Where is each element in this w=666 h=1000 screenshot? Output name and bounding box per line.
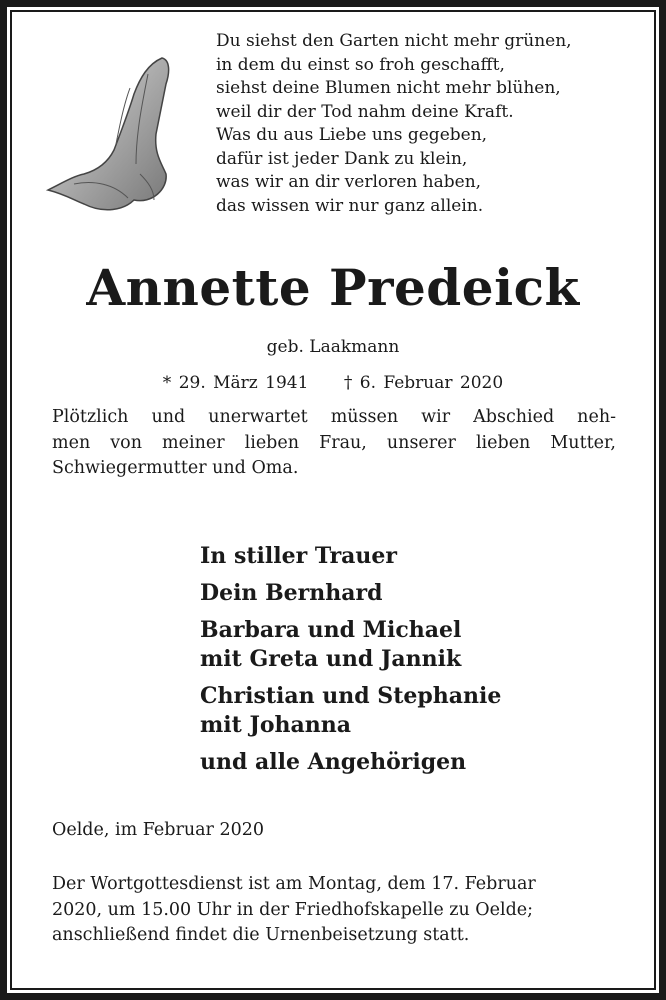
mourner-line: In stiller Trauer <box>200 543 398 569</box>
mourner-line: Barbara und Michael <box>200 617 462 643</box>
poem-line: in dem du einst so froh geschafft, <box>216 54 505 75</box>
text-line: Schwiegermutter und Oma. <box>52 458 299 478</box>
mourner-line: Christian und Stephanie <box>200 683 502 709</box>
announcement-text <box>52 405 616 482</box>
mourner-line: mit Greta und Jannik <box>200 646 462 672</box>
text-line: 2020, um 15.00 Uhr in der Friedhofskapelle zu Oelde; <box>52 899 534 920</box>
text-line: Plötzlich und unerwartet müssen wir Abschied neh- <box>52 407 616 427</box>
poem-line: was wir an dir verloren haben, <box>216 172 482 192</box>
mourner-line: Dein Bernhard <box>200 580 383 606</box>
text-line: Der Wortgottesdienst ist am Montag, dem 17. Februar <box>52 874 536 894</box>
place-date: Oelde, im Februar 2020 <box>52 820 265 840</box>
mourner-group <box>200 748 501 777</box>
poem-line: das wissen wir nur ganz allein. <box>216 195 484 216</box>
poem <box>216 30 572 218</box>
life-dates <box>0 373 666 393</box>
mourner-line: mit Johanna <box>200 712 352 738</box>
mourners-list <box>200 542 501 785</box>
poem-line: weil dir der Tod nahm deine Kraft. <box>216 101 514 122</box>
birth-name: geb. Laakmann <box>266 337 400 357</box>
death-date: † 6. Februar 2020 <box>343 373 504 393</box>
mourner-group <box>200 616 501 674</box>
poem-line: Was du aus Liebe uns gegeben, <box>216 125 488 145</box>
mourner-group <box>200 542 501 571</box>
text-line: men von meiner lieben Frau, unserer lieben Mutter, <box>52 432 616 453</box>
poem-line: siehst deine Blumen nicht mehr blühen, <box>216 78 561 98</box>
service-info <box>52 872 616 949</box>
deceased-name: Annette Predeick <box>86 258 580 317</box>
mourner-group <box>200 579 501 608</box>
praying-hands-icon <box>44 54 184 214</box>
mourner-group <box>200 682 501 740</box>
text-line: anschließend findet die Urnenbeisetzung statt. <box>52 925 470 945</box>
birth-date: * 29. März 1941 <box>162 373 309 393</box>
poem-line: dafür ist jeder Dank zu klein, <box>216 148 468 169</box>
poem-line: Du siehst den Garten nicht mehr grünen, <box>216 31 572 51</box>
mourner-line: und alle Angehörigen <box>200 749 467 775</box>
